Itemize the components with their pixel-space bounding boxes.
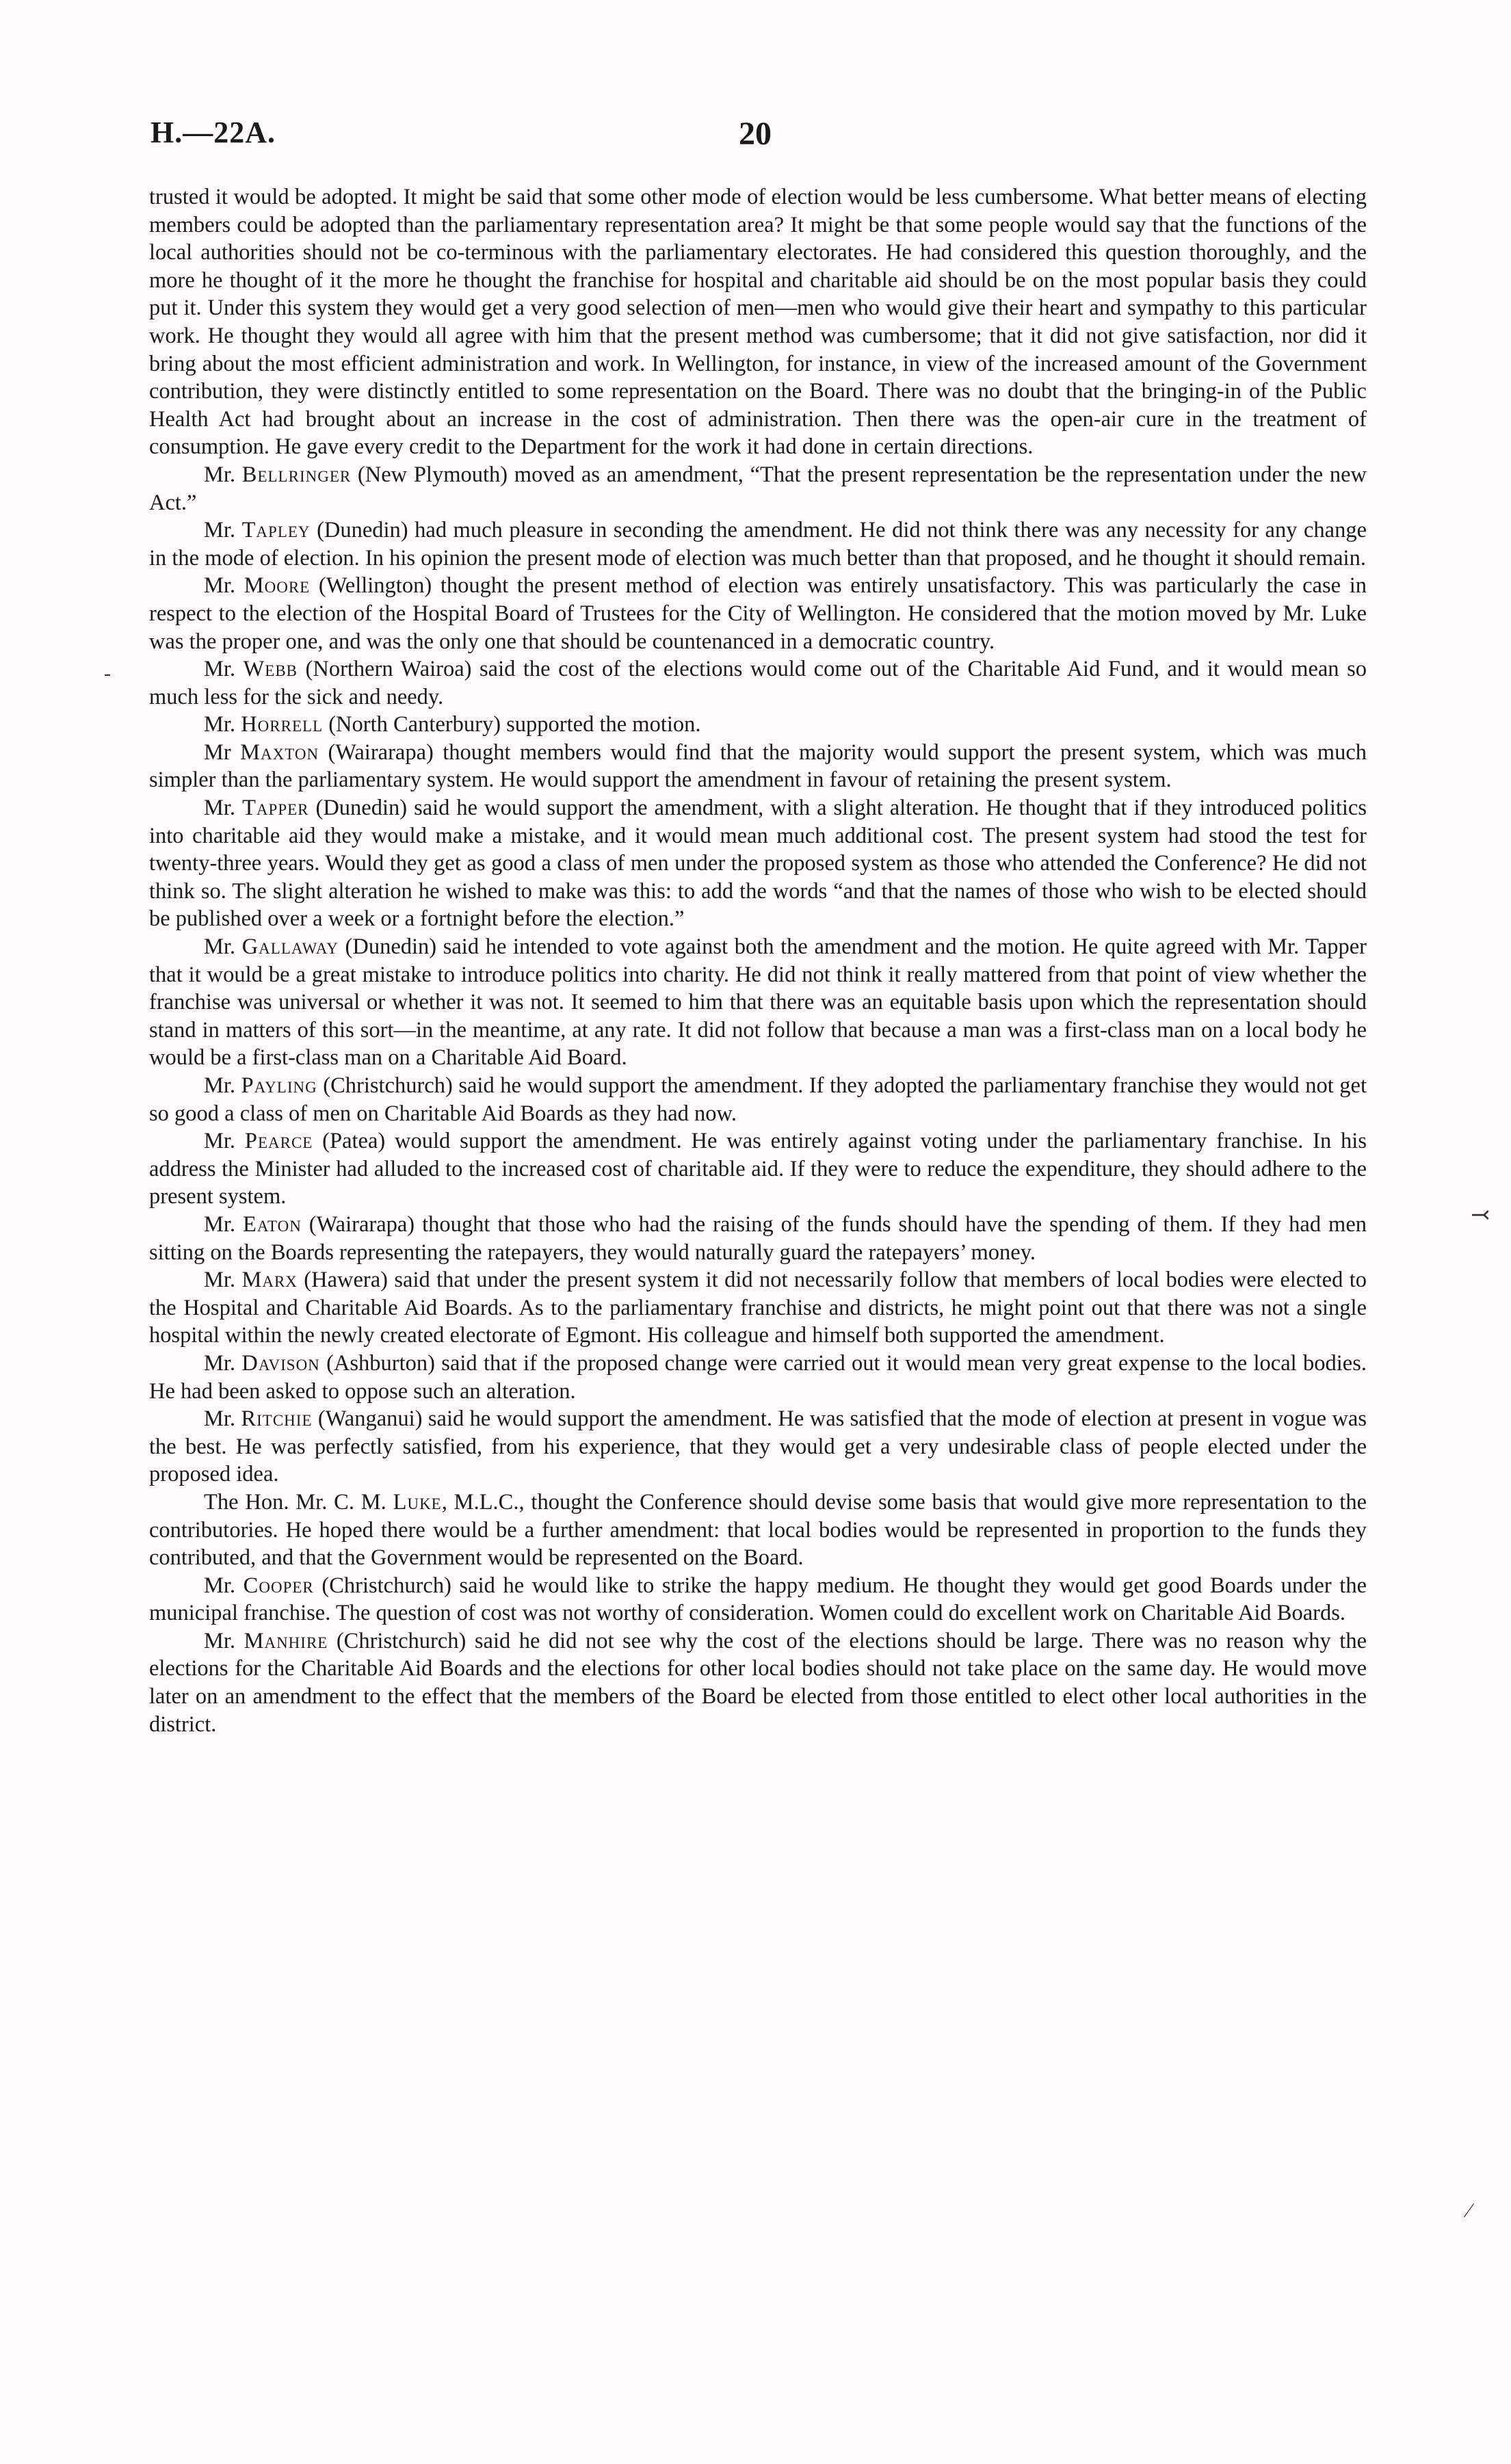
speaker-prefix: Mr. (204, 1129, 245, 1154)
speech-paragraph (149, 1572, 1367, 1627)
speaker-prefix: Mr. (204, 1073, 241, 1098)
speaker-prefix: Mr. (204, 657, 244, 682)
speaker-name: Maxton (240, 739, 319, 765)
speech-paragraph (149, 711, 1367, 739)
speech-paragraph (149, 1127, 1367, 1211)
paragraph-text: (Hawera) said that under the present system it did not necessarily follow that members of local bodies were elected to the Hospital and Charitable Aid Boards. As to the parliamentary franchise and districts, he might point out that there was not a single hospital within the newly created electorate of Egmont. His colleague and himself both supported the amendment. (149, 1268, 1367, 1348)
paragraph-text: (Ashburton) said that if the proposed change were carried out it would mean very great expense to the local bodies. He had been asked to oppose such an alteration. (149, 1350, 1367, 1404)
speech-paragraph (149, 461, 1367, 516)
body-text (149, 183, 1367, 1738)
paragraph-text: (New Plymouth) moved as an amendment, “That the present representation be the representation under the new Act.” (149, 462, 1367, 515)
speaker-name: Webb (243, 657, 298, 682)
paragraph-text: (Wairarapa) thought members would find that the majority would support the present system, which was much simpler than the parliamentary system. He would support the amendment in favour of retaining the present system. (149, 739, 1367, 793)
speaker-name: Tapley (241, 518, 311, 543)
speech-paragraph (149, 1489, 1367, 1572)
paragraph-text: (Dunedin) had much pleasure in seconding the amendment. He did not think there was any necessity for any change in the mode of election. In his opinion the present mode of election was much better than that proposed, and he thought it should remain. (149, 518, 1367, 571)
paragraph-continuation (149, 183, 1367, 461)
speech-paragraph (149, 933, 1367, 1072)
speech-paragraph (149, 572, 1367, 655)
speaker-name: Moore (244, 573, 311, 599)
paragraph-text: (Wellington) thought the present method of election was entirely unsatisfactory. This was particularly the case in respect to the election of the Hospital Board of Trustees for the City of Wellington. He considered that the motion moved by Mr. Luke was the proper one, and was the only one that should be countenanced in a democratic country. (149, 573, 1367, 654)
speaker-prefix: Mr. (204, 1573, 244, 1598)
speaker-name: Manhire (244, 1628, 328, 1653)
speech-paragraph (149, 655, 1367, 711)
speaker-prefix: The Hon. Mr. C. M. (204, 1489, 393, 1515)
speaker-prefix: Mr. (204, 573, 244, 599)
speaker-prefix: Mr. (204, 1211, 244, 1237)
paragraph-text: trusted it would be adopted. It might be said that some other mode of election would be less cumbersome. What better means of electing members could be adopted than the parliamentary representation area? It might be that some people would say that the functions of the local authorities should not be co-terminous with the parliamentary electorates. He had considered this question thoroughly, and the more he thought of it the more he thought the franchise for hospital and charitable aid should be on the most popular basis they could put it. Under this system they would get a very good selection of men—men who would give their heart and sympathy to this particular work. He thought they would all agree with him that the present method was cumbersome; that it did not give satisfaction, nor did it bring about the most efficient administration and work. In Wellington, for instance, in view of the increased amount of the Government contribution, they were distinctly entitled to some representation on the Board. There was no doubt that the bringing-in of the Public Health Act had brought about an increase in the cost of administration. Then there was the open-air cure in the treatment of consumption. He gave every credit to the Department for the work it had done in certain directions. (149, 185, 1367, 460)
paragraph-text: , M.L.C., thought the Conference should devise some basis that would give more representation to the contributories. He hoped there would be a further amendment: that local bodies would be represented in proportion to the funds they contributed, and that the Government would be represented on the Board. (149, 1489, 1367, 1571)
speaker-name: Luke (393, 1489, 442, 1515)
paragraph-text: (Christchurch) said he did not see why the cost of the elections should be large. There was no reason why the elections for the Charitable Aid Boards and the elections for other local bodies should not take place on the same day. He would move later on an amendment to the effect that the members of the Board be elected from those entitled to elect other local authorities in the district. (149, 1628, 1367, 1737)
paragraph-text: (Christchurch) said he would support the amendment. If they adopted the parliamentary franchise they would not get so good a class of men on Charitable Aid Boards as they had now. (149, 1073, 1367, 1126)
speaker-name: Gallaway (241, 934, 339, 960)
speaker-name: Horrell (241, 712, 324, 737)
speech-paragraph (149, 739, 1367, 794)
paragraph-text: (Christchurch) said he would like to strike the happy medium. He thought they would get good Boards under the municipal franchise. The question of cost was not worthy of consideration. Women could do excellent work on Charitable Aid Boards. (149, 1573, 1367, 1626)
speech-paragraph (149, 1405, 1367, 1489)
speech-paragraph (149, 1072, 1367, 1127)
speaker-name: Pearce (244, 1129, 313, 1154)
document-reference: H.—22A. (150, 116, 276, 149)
speaker-prefix: Mr. (204, 1350, 242, 1376)
margin-stroke-mark: ⁄ (1467, 2199, 1471, 2222)
paragraph-text: (Dunedin) said he would support the amendment, with a slight alteration. He thought that if they introduced politics into charitable aid they would make a mistake, and it would mean much additional cost. The present system had stood the test for twenty-three years. Would they get as good a class of men under the proposed system as those who attended the Conference? He did not think so. The slight alteration he wished to make was this: to add the words “and that the names of those who wish to be elected should be published over a week or a fortnight before the election.” (149, 796, 1367, 932)
speaker-name: Eaton (243, 1211, 302, 1237)
speaker-name: Marx (241, 1268, 298, 1293)
speech-paragraph (149, 516, 1367, 572)
paragraph-text: (Wanganui) said he would support the amendment. He was satisfied that the mode of election at present in vogue was the best. He was perfectly satisfied, from his experience, that they would get a very undesirable class of people elected under the proposed idea. (149, 1406, 1367, 1487)
page-number: 20 (739, 116, 772, 152)
speaker-prefix: Mr. (204, 1406, 241, 1432)
speech-paragraph (149, 794, 1367, 933)
speech-paragraph (149, 1211, 1367, 1266)
speaker-name: Cooper (243, 1573, 314, 1598)
paragraph-text: (Patea) would support the amendment. He was entirely against voting under the parliamentary franchise. In his address the Minister had alluded to the increased cost of charitable aid. If they were to reduce the expenditure, they should adhere to the present system. (149, 1129, 1367, 1209)
speaker-name: Tapper (242, 796, 309, 821)
speaker-name: Ritchie (241, 1406, 313, 1432)
speaker-prefix: Mr. (204, 462, 242, 487)
speech-paragraph (149, 1266, 1367, 1350)
speech-paragraph (149, 1350, 1367, 1405)
speaker-prefix: Mr. (204, 934, 242, 960)
margin-dash-mark: - (104, 662, 111, 685)
speech-paragraph (149, 1627, 1367, 1738)
speaker-prefix: Mr. (204, 1268, 242, 1293)
paragraph-text: (North Canterbury) supported the motion. (323, 712, 701, 737)
speaker-prefix: Mr (204, 739, 241, 765)
paragraph-text: (Wairarapa) thought that those who had the raising of the funds should have the spending of them. If they had men sitting on the Boards representing the ratepayers, they would naturally guard the ratepayers’ money. (149, 1211, 1367, 1265)
speaker-prefix: Mr. (204, 1628, 244, 1653)
speaker-prefix: Mr. (204, 712, 241, 737)
paragraph-text: (Dunedin) said he intended to vote against both the amendment and the motion. He quite agreed with Mr. Tapper that it would be a great mistake to introduce politics into charity. He did not think it really mattered from that point of view whether the franchise was universal or whether it was not. It seemed to him that there was an equitable basis upon which the representation should stand in matters of this sort—in the meantime, at any rate. It did not follow that because a man was a first-class man on a local body he would be a first-class man on a Charitable Aid Board. (149, 934, 1367, 1071)
paragraph-text: (Northern Wairoa) said the cost of the elections would come out of the Charitable Aid Fund, and it would mean so much less for the sick and needy. (149, 657, 1367, 709)
speaker-prefix: Mr. (204, 518, 242, 543)
speaker-name: Bellringer (241, 462, 352, 487)
speaker-name: Davison (241, 1350, 320, 1376)
margin-arrow-mark: ⤙ (1471, 1203, 1490, 1228)
speaker-prefix: Mr. (204, 796, 243, 821)
speaker-name: Payling (241, 1073, 317, 1098)
page-header (150, 115, 1361, 156)
